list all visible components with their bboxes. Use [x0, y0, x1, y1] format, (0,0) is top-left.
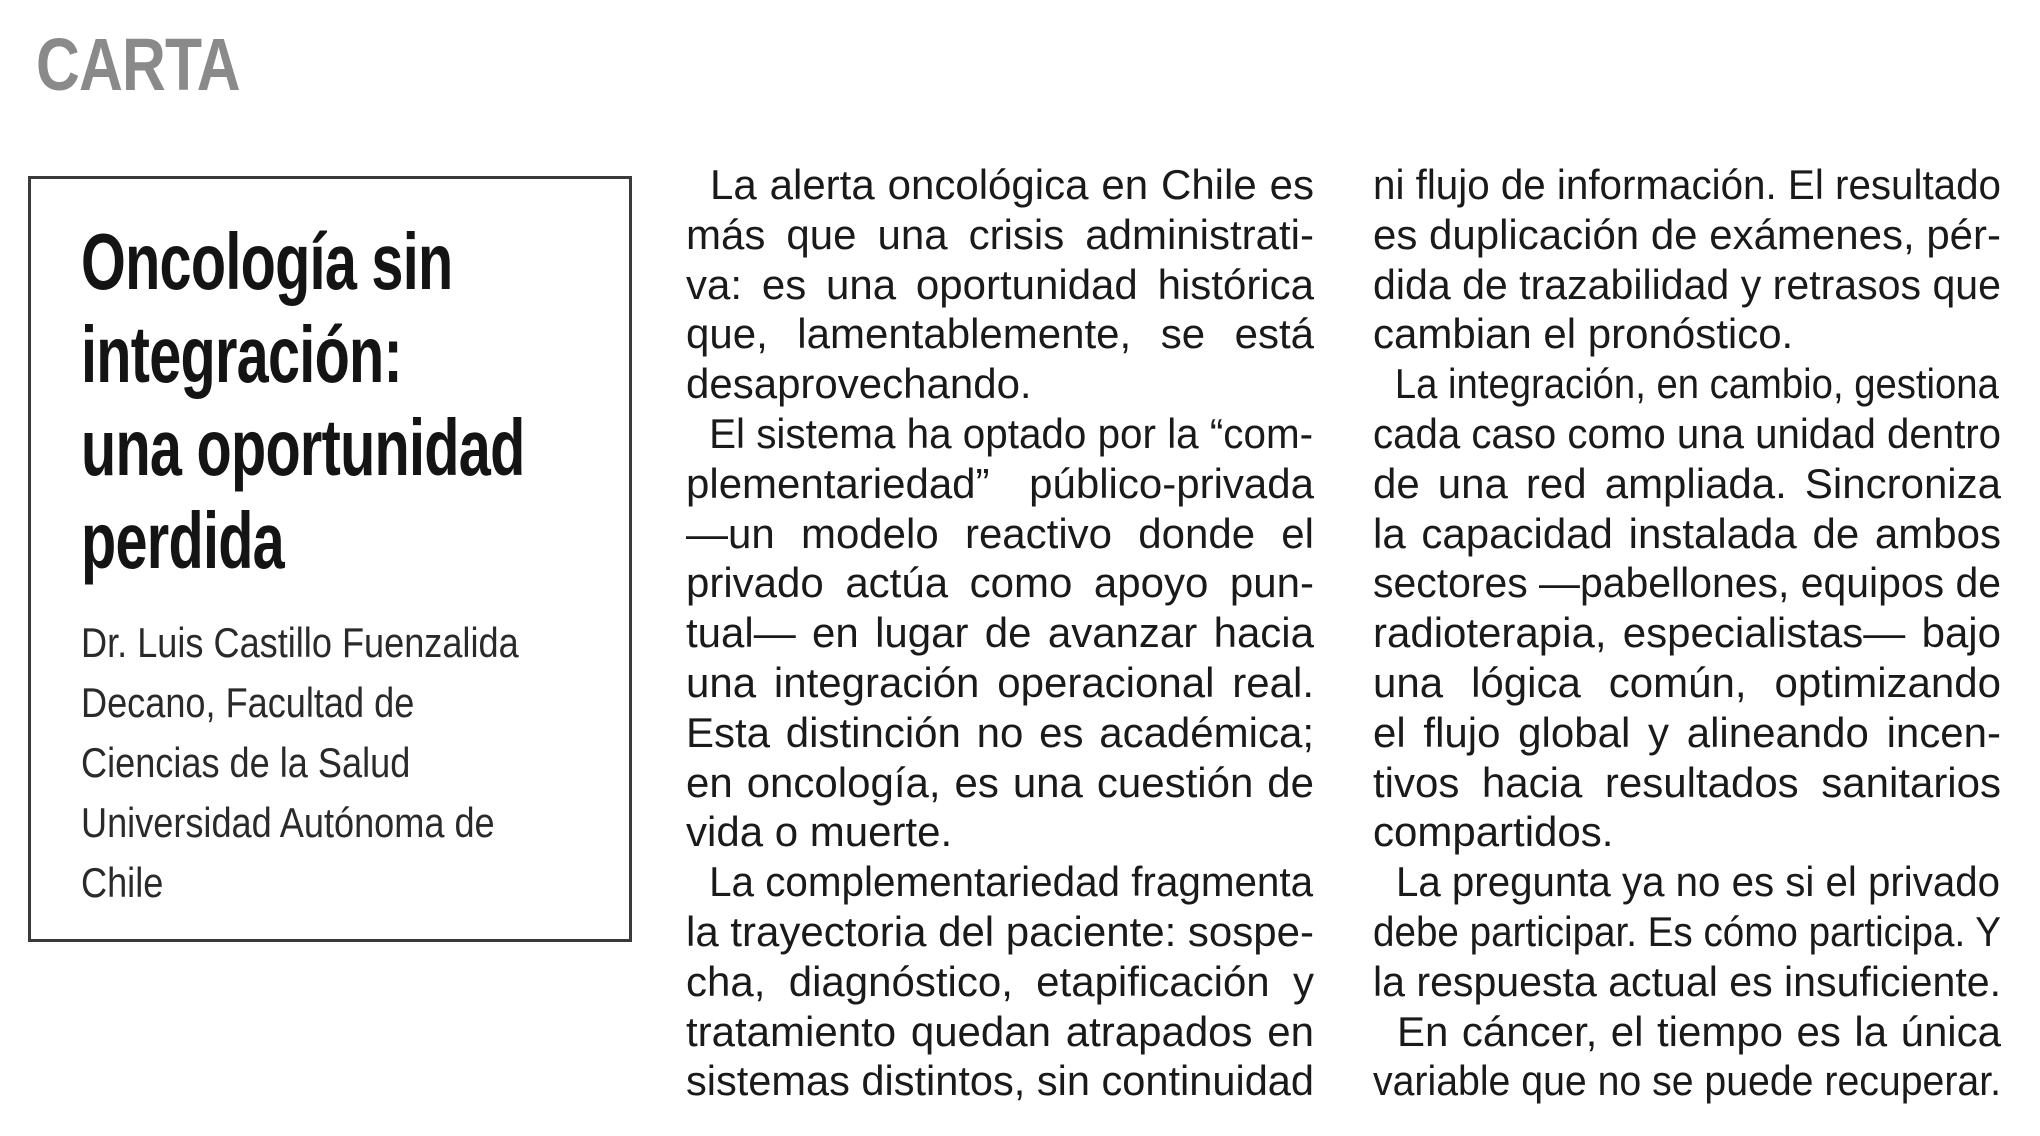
- text-line: ni flujo de información. El resultado: [1373, 161, 2001, 208]
- text-line: la trayectoria del paciente: sospe-: [686, 907, 1314, 955]
- text-line: tratamiento quedan atrapados en: [686, 1007, 1314, 1055]
- author-credit: [81, 613, 614, 913]
- text-line: variable que no se puede recuperar.: [1373, 1057, 2001, 1105]
- author-name: Dr. Luis Castillo Fuenzalida: [81, 619, 519, 666]
- text-line: La integración, en cambio, gestiona: [1394, 360, 1999, 408]
- body-column-1: [686, 160, 1314, 1106]
- text-line: tivos hacia resultados sanitarios: [1373, 758, 2001, 806]
- text-line: dida de trazabilidad y retrasos que: [1373, 260, 2001, 308]
- text-line: una integración operacional real.: [686, 658, 1314, 706]
- headline-line: Oncología sin: [81, 217, 453, 306]
- text-line: La pregunta ya no es si el privado: [1395, 858, 2000, 906]
- headline-line: perdida: [81, 496, 285, 585]
- text-line: En cáncer, el tiempo es la única: [1397, 1007, 2001, 1055]
- text-line: la respuesta actual es insuficiente.: [1373, 957, 2001, 1005]
- text-line: La alerta oncológica en Chile es: [710, 161, 1314, 208]
- text-line: cambian el pronóstico.: [1373, 310, 1794, 358]
- text-line: el flujo global y alineando incen-: [1373, 708, 2001, 756]
- text-line: Esta distinción no es académica;: [686, 708, 1314, 756]
- text-line: privado actúa como apoyo pun-: [686, 559, 1314, 607]
- author-institution: Chile: [81, 859, 164, 906]
- text-line: tual— en lugar de avanzar hacia: [686, 609, 1314, 657]
- section-label: CARTA: [36, 23, 240, 106]
- headline-line: una oportunidad: [81, 403, 525, 492]
- text-line: una lógica común, optimizando: [1373, 658, 2001, 706]
- text-line: sistemas distintos, sin continuidad: [686, 1057, 1314, 1105]
- text-line: cada caso como una unidad dentro: [1373, 409, 2001, 457]
- author-institution: Universidad Autónoma de: [81, 799, 495, 846]
- text-line: cha, diagnóstico, etapificación y: [686, 957, 1314, 1005]
- text-line: plementariedad” público-privada: [686, 459, 1314, 507]
- text-line: desaprovechando.: [686, 360, 1032, 408]
- author-title: Decano, Facultad de: [81, 679, 415, 726]
- headline: [81, 215, 628, 587]
- body-column-2: [1373, 160, 2001, 1106]
- text-line: La complementariedad fragmenta: [709, 858, 1314, 906]
- text-line: la capacidad instalada de ambos: [1373, 509, 2001, 557]
- text-line: sectores —pabellones, equipos de: [1373, 559, 2001, 607]
- text-line: que, lamentablemente, se está: [686, 310, 1314, 358]
- text-line: va: es una oportunidad histórica: [686, 260, 1314, 308]
- author-title: Ciencias de la Salud: [81, 739, 411, 786]
- title-box: [28, 176, 632, 942]
- text-line: de una red ampliada. Sincroniza: [1373, 459, 2001, 507]
- text-line: más que una crisis administrati-: [686, 210, 1314, 258]
- text-line: —un modelo reactivo donde el: [686, 509, 1314, 557]
- text-line: radioterapia, especialistas— bajo: [1373, 609, 2001, 657]
- text-line: El sistema ha optado por la “com-: [709, 409, 1314, 457]
- text-line: es duplicación de exámenes, pér-: [1373, 210, 2001, 258]
- text-line: debe participar. Es cómo participa. Y: [1373, 907, 2001, 955]
- text-line: compartidos.: [1373, 808, 1614, 856]
- text-line: vida o muerte.: [686, 808, 953, 856]
- text-line: en oncología, es una cuestión de: [686, 758, 1314, 806]
- headline-line: integración:: [81, 310, 402, 399]
